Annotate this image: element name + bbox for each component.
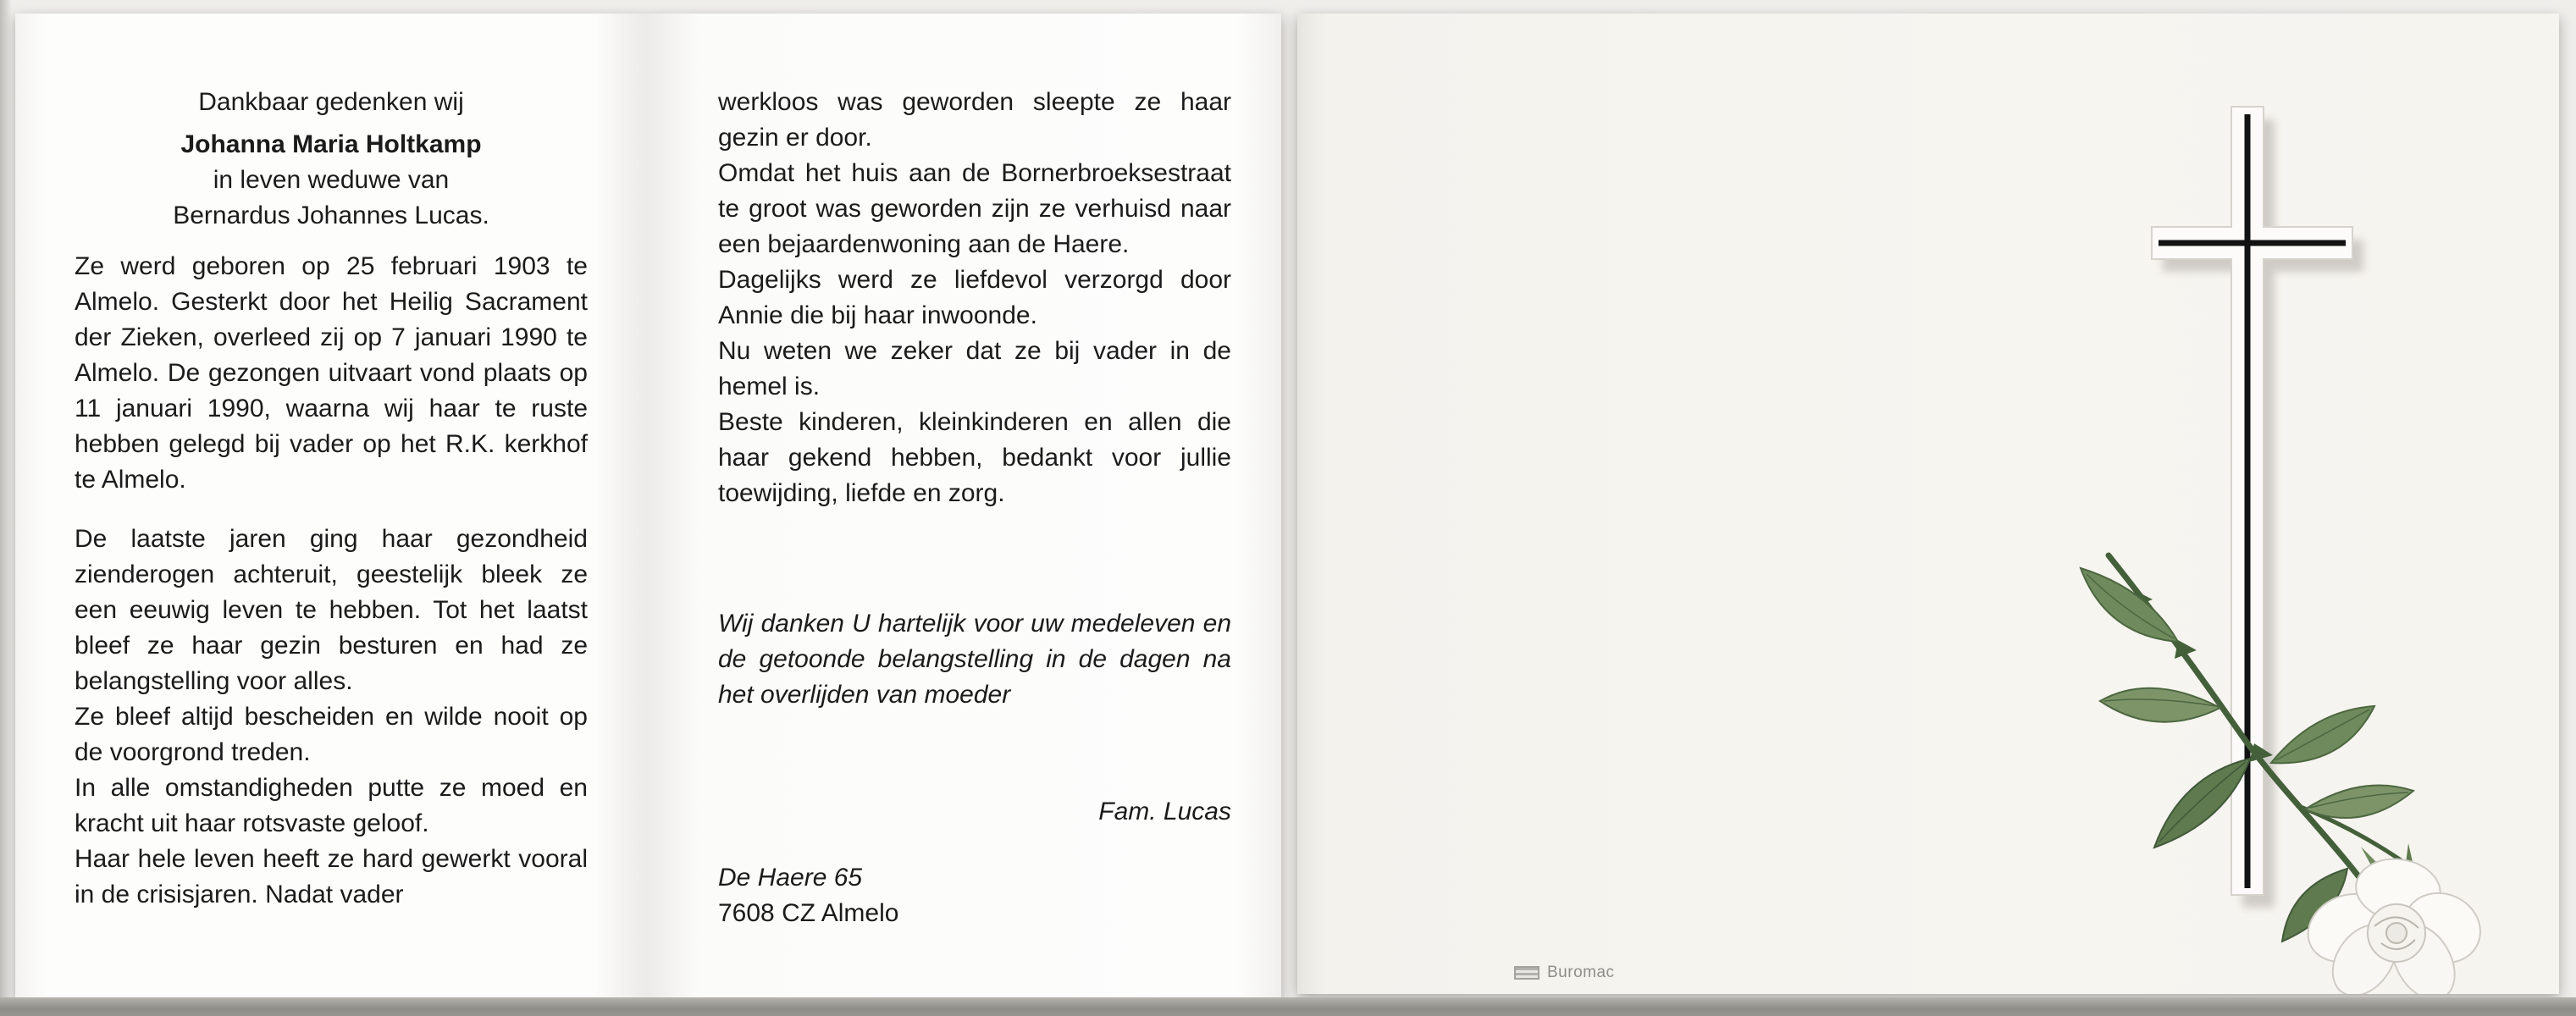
inner-left-page-text bbox=[75, 85, 588, 913]
memorial-heading bbox=[75, 85, 588, 234]
rose-illustration bbox=[2081, 555, 2492, 994]
buromac-logo-icon bbox=[1514, 966, 1540, 980]
address-line-2: 7608 CZ Almelo bbox=[718, 899, 899, 927]
scan-edge-shadow-left bbox=[0, 0, 12, 1016]
paragraph-modesty: Ze bleef altijd bescheiden en wilde nooit op de voorgrond treden. bbox=[75, 703, 588, 766]
paragraph-work: Haar hele leven heeft ze hard gewerkt vooral in de crisisjaren. Nadat vader bbox=[75, 845, 588, 908]
deceased-name: Johanna Maria Holtkamp bbox=[180, 130, 482, 158]
printer-mark bbox=[1514, 964, 1615, 982]
paragraph-unemployment: werkloos was geworden sleepte ze haar gezin er door. bbox=[718, 88, 1231, 152]
inner-spread-card bbox=[15, 14, 1281, 999]
intro-line: Dankbaar gedenken wij bbox=[198, 88, 464, 116]
cover-panel bbox=[1297, 14, 2559, 994]
paragraph-move: Omdat het huis aan de Bornerbroeksestraat te groot was geworden zijn ze verhuisd naar een bejaardenwoning aan de Haere. bbox=[718, 159, 1231, 258]
widow-line-2: Bernardus Johannes Lucas. bbox=[173, 202, 489, 229]
rose-bloom bbox=[2297, 853, 2491, 994]
cover-artwork bbox=[1297, 14, 2559, 994]
family-signature: Fam. Lucas bbox=[1098, 798, 1231, 826]
paragraph-care: Dagelijks werd ze liefdevol verzorgd door Annie die bij haar inwoonde. bbox=[718, 266, 1231, 329]
paragraph-health: De laatste jaren ging haar gezondheid zienderogen achteruit, geestelijk bleek ze een eeuwig leven te hebben. Tot het laatst bleef ze haar gezin besturen en had ze belangstelling voor alles. bbox=[75, 525, 588, 695]
paragraph-birth-death: Ze werd geboren op 25 februari 1903 te Almelo. Gesterkt door het Heilig Sacrament der Zieken, overleed zij op 7 januari 1990 te Almelo. De gezongen uitvaart vond plaats op 11 januari 1990, waarna wij haar te ruste hebben gelegd bij vader op het R.K. kerkhof te Almelo. bbox=[75, 252, 588, 494]
paragraph-thanks-children: Beste kinderen, kleinkinderen en allen die haar gekend hebben, bedankt voor jullie toewijding, liefde en zorg. bbox=[718, 408, 1231, 507]
address-line-1: De Haere 65 bbox=[718, 864, 863, 892]
widow-line-1: in leven weduwe van bbox=[213, 166, 450, 194]
paragraph-heaven: Nu weten we zeker dat ze bij vader in de hemel is. bbox=[718, 337, 1231, 400]
cross-icon bbox=[2152, 107, 2363, 908]
inner-right-page-text bbox=[718, 85, 1231, 931]
printer-name: Buromac bbox=[1547, 964, 1615, 981]
scan-edge-shadow-bottom bbox=[0, 997, 2576, 1016]
paragraph-faith: In alle omstandigheden putte ze moed en kracht uit haar rotsvaste geloof. bbox=[75, 774, 588, 837]
condolence-thanks-note: Wij danken U hartelijk voor uw medeleven en de getoonde belangstelling in de dagen na het overlijden van moeder bbox=[718, 610, 1231, 709]
